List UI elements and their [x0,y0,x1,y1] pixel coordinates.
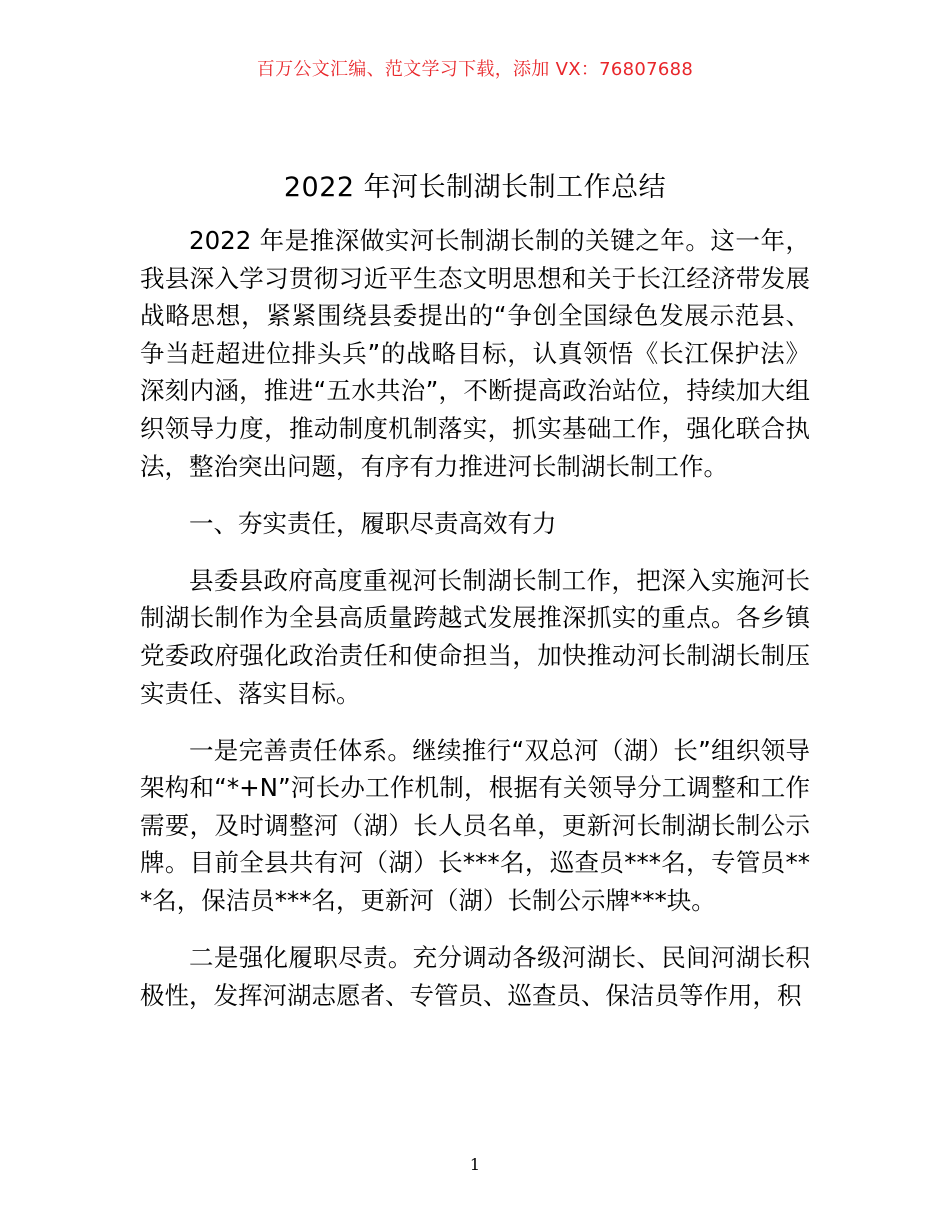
intro-paragraph: 2022 年是推深做实河长制湖长制的关键之年。这一年，我县深入学习贯彻习近平生态文明思想和关于长江经济带发展战略思想，紧紧围绕县委提出的“争创全国绿色发展示范县、争当赶超进位排头兵”的战略目标，认真领悟《长江保护法》深刻内涵，推进“五水共治”，不断提高政治站位，持续加大组织领导力度，推动制度机制落实，抓实基础工作，强化联合执法，整治突出问题，有序有力推进河长制湖长制工作。 [140,226,810,481]
document-body [140,222,810,1014]
duty-performance-paragraph: 二是强化履职尽责。充分调动各级河湖长、民间河湖长积极性，发挥河湖志愿者、专管员、巡查员、保洁员等作用，积 [140,943,810,1010]
page-number: 1 [469,1155,481,1174]
responsibility-system-paragraph: 一是完善责任体系。继续推行“双总河（湖）长”组织领导架构和“*+N”河长办工作机制，根据有关领导分工调整和工作需要，及时调整河（湖）长人员名单，更新河长制湖长制公示牌。目前全县共有河（湖）长***名，巡查员***名，专管员***名，保洁员***名，更新河（湖）长制公示牌***块。 [140,735,810,915]
header-promo-note: 百万公文汇编、范文学习下载，添加 VX：76807688 [256,59,694,80]
document-title: 2022 年河长制湖长制工作总结 [283,172,667,203]
section-heading: 一、夯实责任，履职尽责高效有力 [189,508,557,538]
section-paragraph: 县委县政府高度重视河长制湖长制工作，把深入实施河长制湖长制作为全县高质量跨越式发展推深抓实的重点。各乡镇党委政府强化政治责任和使命担当，加快推动河长制湖长制压实责任、落实目标。 [140,565,810,708]
